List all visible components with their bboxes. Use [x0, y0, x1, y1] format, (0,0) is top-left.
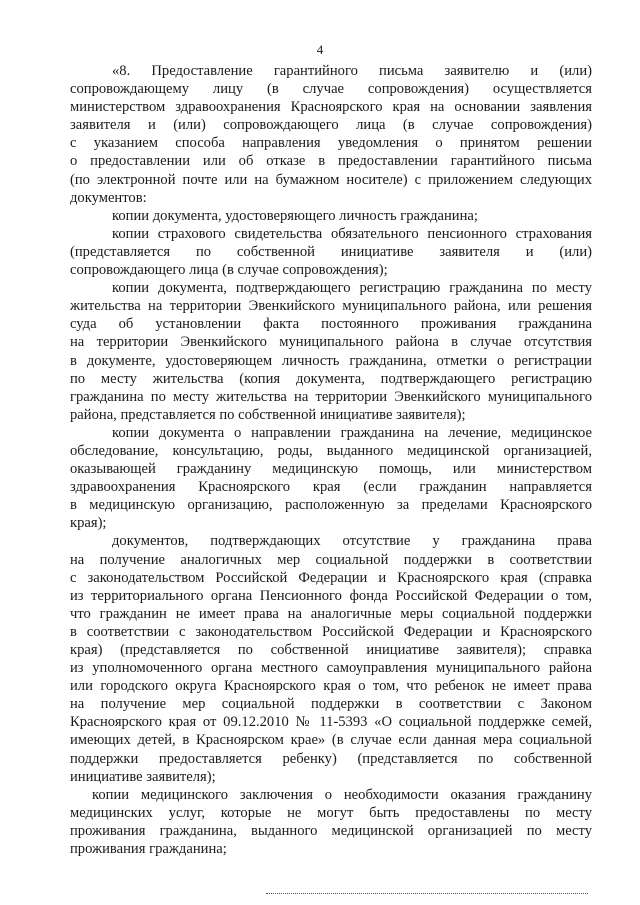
text-line: документов: — [70, 189, 147, 206]
text-line: копии медицинского заключения о необходимости оказания гражданину — [92, 786, 592, 803]
text-line: «8. Предоставление гарантийного письма заявителю и (или) — [112, 63, 592, 79]
text-line: с законодательством Российской Федерации и Красноярского края (справка — [70, 569, 592, 586]
text-line: по месту жительства (копия документа, подтверждающего регистрацию — [70, 370, 592, 387]
text-line: сопровождающему лицу (в случае сопровождения) осуществляется — [70, 81, 592, 98]
text-line: суда об установлении факта постоянного проживания гражданина — [70, 316, 592, 333]
text-line: или городского округа Красноярского края о том, что ребенок не имеет права — [70, 678, 592, 695]
text-line: министерством здравоохранения Красноярского края на основании заявления — [70, 99, 592, 116]
text-line: в медицинскую организацию, расположенную за пределами Красноярского — [70, 497, 592, 514]
text-line: обследование, консультацию, роды, выданного медицинской организацией, — [70, 442, 592, 459]
text-line: медицинских услуг, которые не могут быть предоставлены по месту — [70, 804, 592, 821]
body-text — [70, 62, 592, 858]
text-line: в документе, удостоверяющем личность гражданина, отметки о регистрации — [70, 352, 592, 369]
text-line: копии документа, удостоверяющего личность гражданина; — [112, 207, 478, 224]
text-line: из территориального органа Пенсионного фонда Российской Федерации о том, — [70, 587, 592, 604]
text-line: инициативе заявителя); — [70, 768, 216, 785]
text-line: на территории Эвенкийского муниципального района в случае отсутствия — [70, 334, 592, 351]
text-line: копии документа о направлении гражданина на лечение, медицинское — [112, 424, 592, 441]
text-line: в соответствии с законодательством Российской Федерации и Красноярского — [70, 623, 592, 640]
text-line: жительства на территории Эвенкийского муниципального района, или решения — [70, 298, 592, 315]
text-line: с указанием способа направления уведомления о принятом решении — [70, 135, 592, 152]
text-line: (представляется по собственной инициативе заявителя и (или) — [70, 243, 592, 260]
text-line: копии страхового свидетельства обязательного пенсионного страхования — [112, 225, 592, 242]
text-line: здравоохранения Красноярского края (если гражданин направляется — [70, 479, 592, 496]
text-line: на получение мер социальной поддержки в соответствии с Законом — [70, 696, 592, 713]
text-line: сопровождающего лица (в случае сопровождения); — [70, 262, 388, 279]
text-line: оказывающей гражданину медицинскую помощь, или министерством — [70, 461, 592, 478]
page-number: 4 — [316, 42, 324, 57]
text-line: проживания гражданина; — [70, 841, 227, 858]
text-line: Красноярского края от 09.12.2010 № 11-5393 «О социальной поддержке семей, — [70, 714, 592, 731]
text-line: края); — [70, 515, 107, 532]
text-line: поддержки предоставляется ребенку) (представляется по собственной — [70, 750, 592, 767]
text-line: заявителя и (или) сопровождающего лица (в случае сопровождения) — [70, 117, 592, 134]
text-line: на получение аналогичных мер социальной поддержки в соответствии — [70, 551, 592, 568]
text-line: документов, подтверждающих отсутствие у гражданина права — [112, 533, 592, 550]
text-line: (по электронной почте или на бумажном носителе) с приложением следующих — [70, 171, 592, 188]
text-line: края) (представляется по собственной инициативе заявителя); справка — [70, 642, 592, 658]
text-line: что гражданин не имеет права на аналогичные меры социальной поддержки — [70, 605, 592, 622]
text-line: проживания гражданина, выданного медицинской организацией по месту — [70, 822, 592, 839]
text-line: копии документа, подтверждающего регистрацию гражданина по месту — [112, 280, 592, 297]
text-line: из уполномоченного органа местного самоуправления муниципального района — [70, 660, 592, 677]
text-line: гражданина по месту жительства на территории Эвенкийского муниципального — [70, 388, 592, 405]
footer-rule — [266, 893, 588, 894]
text-line: имеющих детей, в Красноярском крае» (в случае если данная мера социальной — [70, 732, 592, 749]
text-line: о предоставлении или об отказе в предоставлении гарантийного письма — [70, 153, 592, 170]
text-line: района, представляется по собственной инициативе заявителя); — [70, 406, 466, 423]
